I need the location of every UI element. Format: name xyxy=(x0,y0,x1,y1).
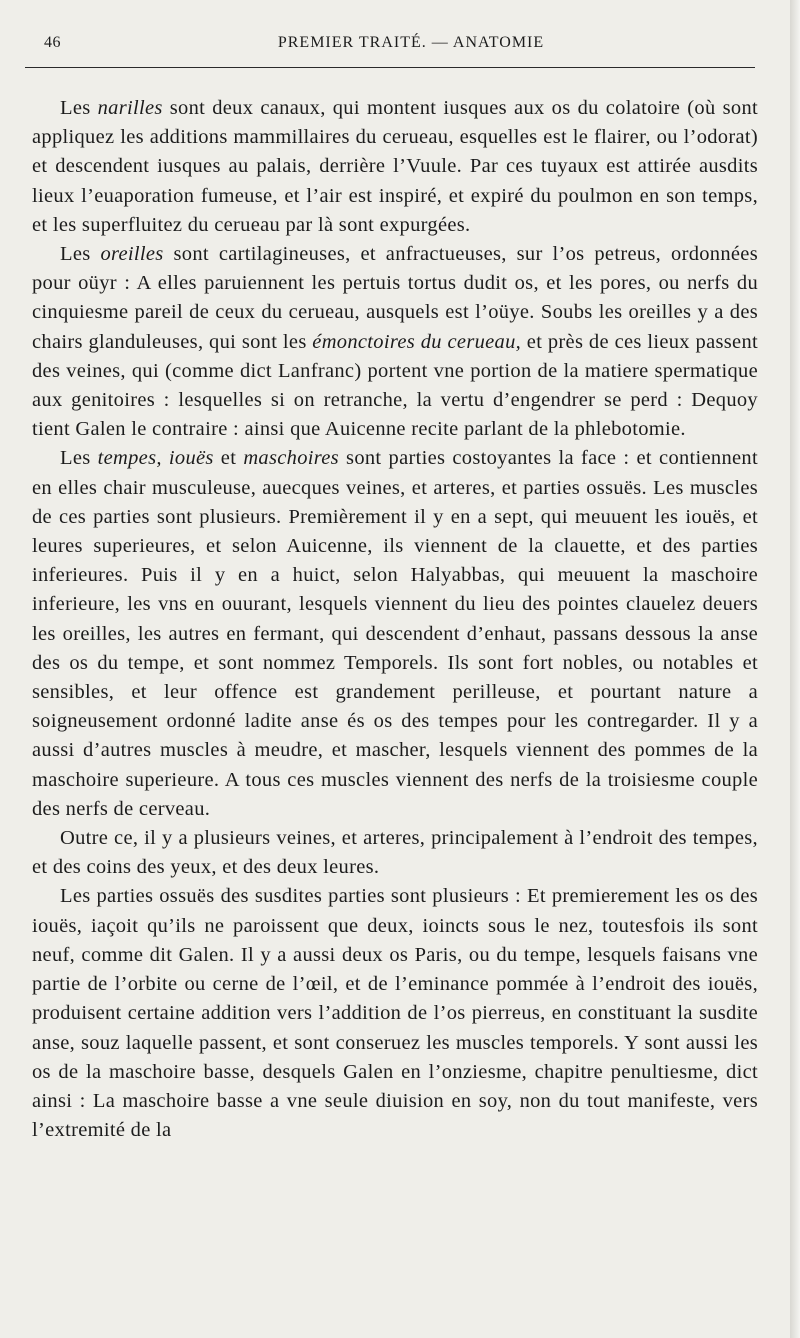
text-run: et xyxy=(213,447,244,470)
italic-term: tempes, iouës xyxy=(97,447,214,470)
italic-term: émonctoires du cerueau, xyxy=(312,330,522,353)
text-run: Les xyxy=(60,97,98,119)
text-run: sont deux canaux, qui montent iusques aux os du colatoire (où sont appliquez les additions mammillaires du cerueau, esquelles est le flairer, ou l’odorat) et descendent iusques au palais, derrière l’Vuule. Par ces tuyaux est attirée ausdits lieux l’euaporation fumeuse, et l’air est inspiré, et expiré du poulmon en son temps, et les superfluitez du cerueau par là sont expurgées. xyxy=(32,97,758,236)
italic-term: maschoires xyxy=(243,447,339,470)
paragraph-tempes xyxy=(32,444,758,824)
header-rule xyxy=(25,67,755,68)
text-run: et près de ces lieux passent des veines, qui (comme dict Lanfranc) portent vne portion de la matiere spermatique aux genitoires : lesquelles si on retranche, la vertu d’engendrer se perd : Dequoy tient Galen le contraire : ainsi que Auicenne recite parlant de la phlebotomie. xyxy=(32,330,758,441)
text-run: Les xyxy=(60,447,98,470)
body-text xyxy=(32,94,758,1145)
running-title: PREMIER TRAITÉ. — ANATOMIE xyxy=(277,34,545,51)
paragraph-outre: Outre ce, il y a plusieurs veines, et arteres, principalement à l’endroit des tempes, et des coins des yeux, et des deux leures. xyxy=(32,827,758,879)
paragraph-oreilles xyxy=(32,240,758,444)
text-run: sont cartilagineuses, et anfractueuses, sur l’os petreus, ordonnées pour oüyr : A elles paruiennent les pertuis tortus dudit os, et les pores, ou nerfs du cinquiesme pareil de ceux du cerueau, ausquels est l’oüye. Soubs les oreilles y a des chairs glanduleuses, qui sont les xyxy=(32,243,758,353)
text-run: Les xyxy=(60,243,101,266)
paragraph-parties-ossues: Les parties ossuës des susdites parties sont plusieurs : Et premierement les os des iouës, iaçoit qu’ils ne paroissent que deux, ioincts sous le nez, toutesfois ils sont neuf, comme dit Galen. Il y a aussi deux os Paris, ou du tempe, lesquels faisans vne partie de l’orbite ou cerne de l’œil, et de l’eminance pommée à l’endroit des iouës, produisent certaine addition vers l’addition de l’os pierreus, en constituant la susdite anse, souz laquelle passent, et sont conseruez les muscles temporels. Y sont aussi les os de la maschoire basse, desquels Galen en l’onziesme, chapitre penultiesme, dict ainsi : La maschoire basse a vne seule diuision en soy, non du tout manifeste, vers l’extremité de la xyxy=(32,885,758,1142)
text-run: sont parties costoyantes la face : et contiennent en elles chair musculeuse, auecques veines, et arteres, et parties ossuës. Les muscles de ces parties sont plusieurs. Premièrement il y en a sept, qui meuuent les iouës, et leures superieures, et selon Auicenne, ils viennent de la clauette, et des parties inferieures. Puis il y en a huict, selon Halyabbas, qui meuuent la maschoire inferieure, les vns en ouurant, lesquels viennent du lieu des pointes clauelez deuers les oreilles, les autres en fermant, qui descendent d’enhaut, passans dessous la anse des os du tempe, et sont nommez Temporels. Ils sont fort nobles, ou notables et sensibles, et leur offence est grandement perilleuse, et pourtant nature a soigneusement ordonné ladite anse és os des tempes pour les contregarder. Il y a aussi d’autres muscles à meudre, et mascher, lesquels viennent des pommes de la maschoire superieure. A tous ces muscles viennent des nerfs de la troisiesme couple des nerfs de cerveau. xyxy=(32,447,758,820)
italic-term: oreilles xyxy=(100,243,164,266)
paragraph-narilles xyxy=(32,94,758,240)
italic-term: narilles xyxy=(97,97,163,119)
page-header xyxy=(36,30,756,60)
page-edge xyxy=(790,0,800,1338)
page-number: 46 xyxy=(44,34,61,51)
